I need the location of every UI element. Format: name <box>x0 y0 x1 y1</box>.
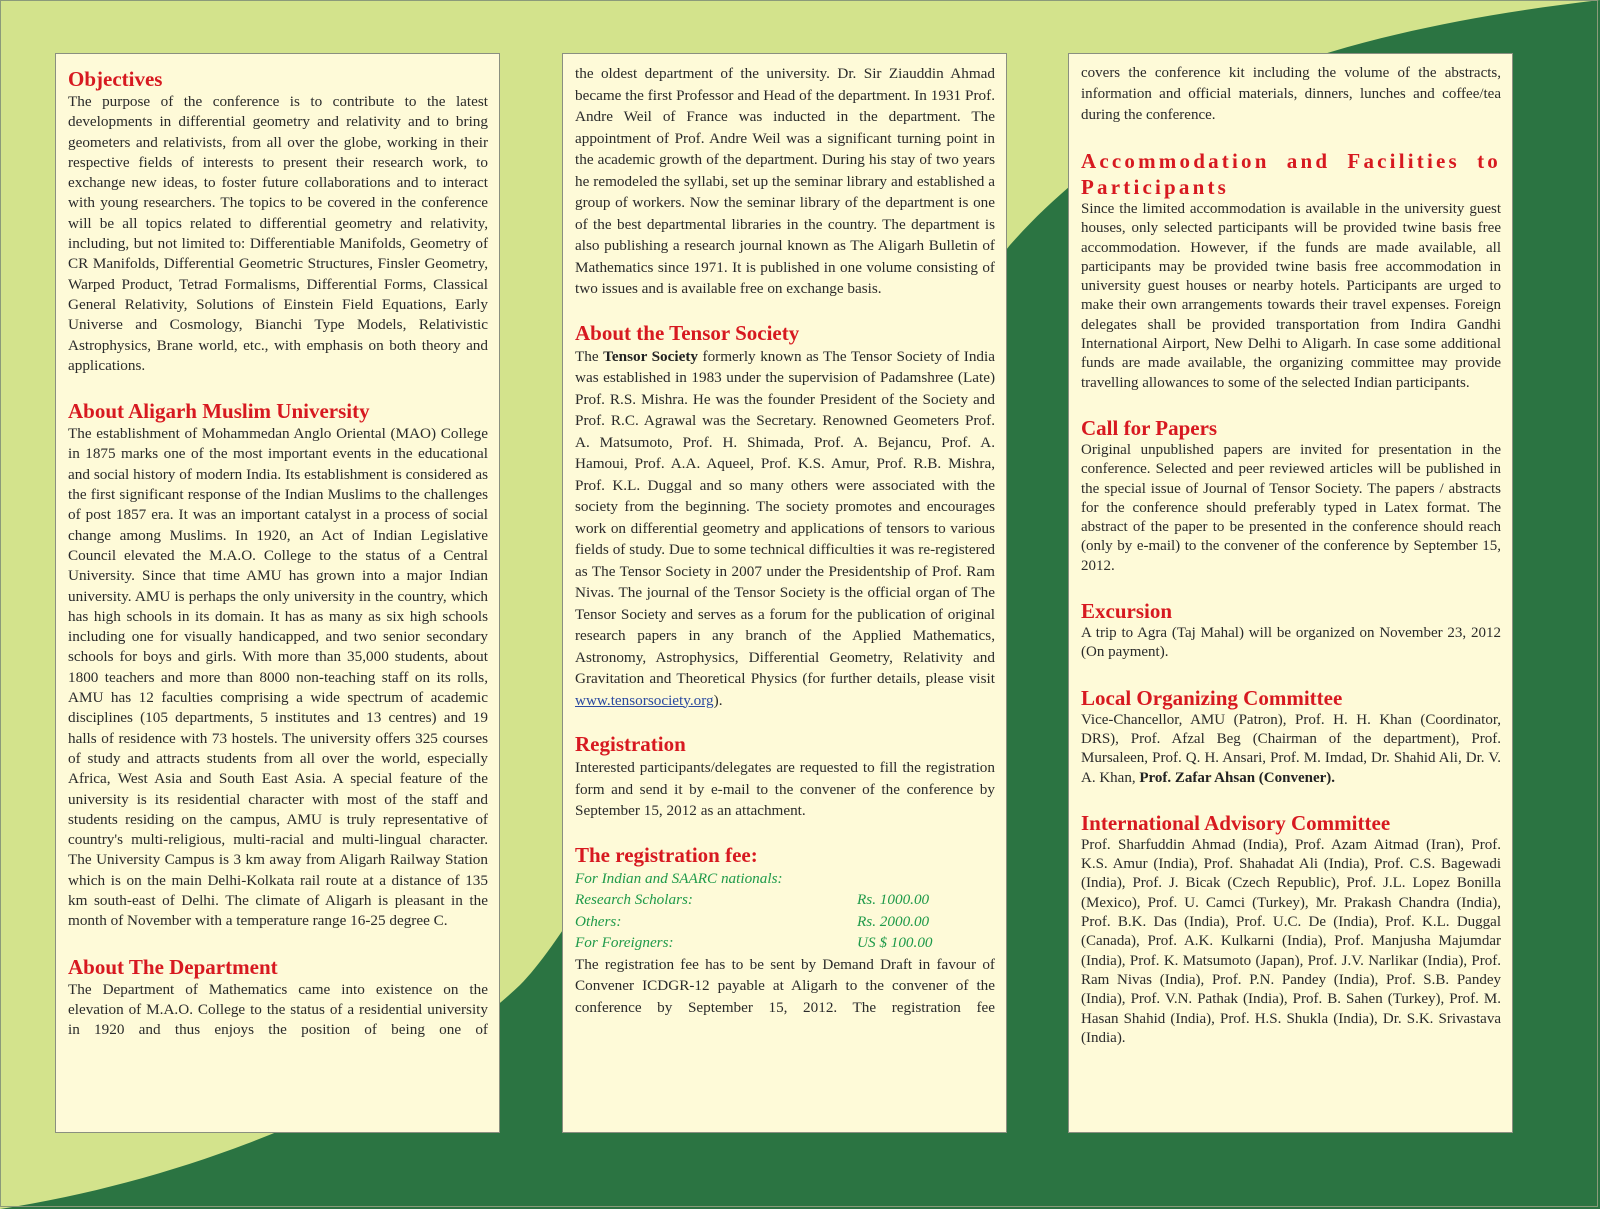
panel-left <box>55 53 500 1133</box>
call-for-papers-text: Original unpublished papers are invited for presentation in the conference. Selected and peer reviewed articles will be published in the special issue of Journal of Tensor Society. The papers / abstracts for the conference should preferably typed in Latex format. The abstract of the paper to be presented in the conference should reach (only by e-mail) to the convener of the conference by September 15, 2012. <box>1081 441 1501 574</box>
heading-about-department: About The Department <box>68 954 278 979</box>
fee-payment-text: The registration fee has to be sent by Demand Draft in favour of Convener ICDGR-12 payable at Aligarh to the convener of the conference by September 15, 2012. The registration fee <box>575 955 995 1016</box>
about-amu-text: The establishment of Mohammedan Anglo Oriental (MAO) College in 1875 marks one of the most important events in the educational and social history of modern India. Its establishment is considered as the first significant response of the Indian Muslims to the challenges of post 1857 era. It was an important catalyst in a process of social change among Muslims. In 1920, an Act of Indian Legislative Council elevated the M.A.O. College to the status of a Central University. Since that time AMU has grown into a major Indian university. AMU is perhaps the only university in the country, which has high schools in its domain. It has as many as six high schools including one for visually handicapped, and two senior secondary schools for boys and girls. With more than 35,000 students, about 1800 teachers and more than 8000 non-teaching staff on its rolls, AMU has 12 faculties comprising a wide spectrum of academic disciplines (105 departments, 5 institutes and 13 centres) and 19 halls of residence with 73 hostels. The university offers 325 courses of study and attracts students from all over the world, especially Africa, West Asia and South East Asia. A special feature of the university is its residential character with most of the staff and students residing on the campus, AMU is truly representative of country's multi-religious, multi-racial and multi-lingual character. The University Campus is 3 km away from Aligarh Railway Station which is on the main Delhi-Kolkata rail route at a distance of 135 km south-east of Delhi. The climate of Aligarh is pleasant in the month of November with a temperature range 16-25 degree C. <box>68 425 488 930</box>
fee-group-label: For Indian and SAARC nationals: <box>575 869 783 887</box>
heading-accommodation: Accommodation and Facilities to Participants <box>1081 149 1501 199</box>
heading-registration: Registration <box>575 732 686 756</box>
heading-advisory-committee: International Advisory Committee <box>1081 810 1391 835</box>
panel-right <box>1068 53 1513 1133</box>
about-department-continued: the oldest department of the university. Dr. Sir Ziauddin Ahmad became the first Professor and Head of the department. In 1931 Prof. Andre Weil of France was inducted in the department. The appointment of Prof. Andre Weil was a significant turning point in the academic growth of the department. During his stay of two years he remodeled the syllabi, set up the seminar library and established a group of workers. Now the seminar library of the department is one of the best departmental libraries in the country. The department is also publishing a research journal known as The Aligarh Bulletin of Mathematics since 1971. It is published in one volume consisting of two issues and is available free on exchange basis. <box>575 65 995 297</box>
tensor-society-bold: Tensor Society <box>603 347 698 365</box>
heading-about-amu: About Aligarh Muslim University <box>68 399 370 424</box>
panel-middle <box>562 53 1007 1133</box>
heading-excursion: Excursion <box>1081 599 1173 624</box>
convener-name: Prof. Zafar Ahsan (Convener). <box>1139 769 1336 786</box>
heading-tensor-society: About the Tensor Society <box>575 320 800 345</box>
tensor-society-text: The Tensor Society formerly known as The Tensor Society of India was established in 1983 under the supervision of Padamshree (Late) Prof. R.S. Mishra. He was the founder President of the Society and Prof. R.C. Agrawal was the Secretary. Renowned Geometers Prof. A. Matsumoto, Prof. H. Shimada, Prof. A. Bejancu, Prof. A. Hamoui, Prof. A.A. Aqueel, Prof. K.S. Amur, Prof. R.B. Mishra, Prof. K.L. Duggal and so many others were associated with the society from the beginning. The society promotes and encourages work on differential geometry and applications of tensors to various fields of study. Due to some technical difficulties it was re-registered as The Tensor Society in 2007 under the Presidentship of Prof. Ram Nivas. The journal of the Tensor Society is the official organ of The Tensor Society and serves as a forum for the publication of original research papers in any branch of the Applied Mathematics, Astronomy, Astrophysics, Differential Geometry, Relativity and Gravitation and Theoretical Physics (for further details, please visit www.tensorsociety.org). <box>575 347 995 709</box>
objectives-text: The purpose of the conference is to contribute to the latest developments in differential geometry and relativity and to bring geometers and relativists, from all over the globe, working in their respective fields of interests to present their research work, to exchange new ideas, to foster future collaborations and to interact with young researchers. The topics to be covered in the conference will be all topics related to differential geometry and relativity, including, but not limited to: Differentiable Manifolds, Geometry of CR Manifolds, Differential Geometric Structures, Finsler Geometry, Warped Product, Tetrad Formalisms, Differential Forms, Classical General Relativity, Solutions of Einstein Field Equations, Early Universe and Cosmology, Bianchi Type Models, Relativistic Astrophysics, Brane world, etc., with emphasis on both theory and applications. <box>68 93 488 374</box>
fee-continued-text: covers the conference kit including the volume of the abstracts, information and official materials, dinners, lunches and coffee/tea during the conference. <box>1081 65 1501 123</box>
heading-objectives: Objectives <box>68 67 163 91</box>
excursion-text: A trip to Agra (Taj Mahal) will be organized on November 23, 2012 (On payment). <box>1081 625 1501 661</box>
fee-row-foreigners: For Foreigners: US $ 100.00 <box>575 934 933 951</box>
about-department-text: The Department of Mathematics came into existence on the elevation of M.A.O. College to the status of a residential university in 1920 and thus enjoys the position of being one of <box>68 980 488 1039</box>
tensor-society-link[interactable]: www.tensorsociety.org <box>575 691 714 709</box>
registration-text: Interested participants/delegates are requested to fill the registration form and send it by e-mail to the convener of the conference by September 15, 2012 as an attachment. <box>575 759 995 819</box>
heading-registration-fee: The registration fee: <box>575 842 758 867</box>
accommodation-text: Since the limited accommodation is available in the university guest houses, only selected participants will be provided twine basis free accommodation. However, if the funds are made available, all participants may be provided twine basis free accommodation in university guest houses or nearby hotels. Participants are urged to make their own arrangements towards their travel expenses. Foreign delegates shall be provided transportation from Indira Gandhi International Airport, New Delhi to Aligarh. In case some additional funds are made available, the organizing committee may provide travelling allowances to some of the selected Indian participants. <box>1081 201 1501 391</box>
heading-local-committee: Local Organizing Committee <box>1081 685 1343 710</box>
advisory-committee-text: Prof. Sharfuddin Ahmad (India), Prof. Azam Aitmad (Iran), Prof. K.S. Amur (India), Prof. Shahadat Ali (India), Prof. C.S. Bagewadi (India), Prof. J. Bicak (Czech Republic), Prof. J.L. Lopez Bonilla (Mexico), Prof. U. Camci (Turkey), Mr. Prakash Chandra (India), Prof. B.K. Das (India), Prof. U.C. De (India), Prof. K.L. Duggal (Canada), Prof. A.K. Kulkarni (India), Prof. Manjusha Majumdar (India), Prof. K. Matsumoto (Japan), Prof. J.V. Narlikar (India), Prof. Ram Nivas (India), Prof. P.N. Pandey (India), Prof. S.B. Pandey (India), Prof. V.N. Pathak (India), Prof. B. Sahen (Turkey), Prof. M. Hasan Shahid (India), Prof. H.S. Shukla (India), Dr. S.K. Srivastava (India). <box>1081 836 1501 1046</box>
fee-row-research-scholars: Research Scholars: Rs. 1000.00 <box>575 891 930 908</box>
heading-call-for-papers: Call for Papers <box>1081 415 1218 440</box>
local-committee-text: Vice-Chancellor, AMU (Patron), Prof. H. H. Khan (Coordinator, DRS), Prof. Afzal Beg (Chairman of the department), Prof. Mursaleen, Prof. Q. H. Ansari, Prof. M. Imdad, Dr. Shahid Ali, Dr. V. A. Khan, Prof. Zafar Ahsan (Convener). <box>1081 711 1501 786</box>
fee-row-others: Others: Rs. 2000.00 <box>575 912 930 930</box>
